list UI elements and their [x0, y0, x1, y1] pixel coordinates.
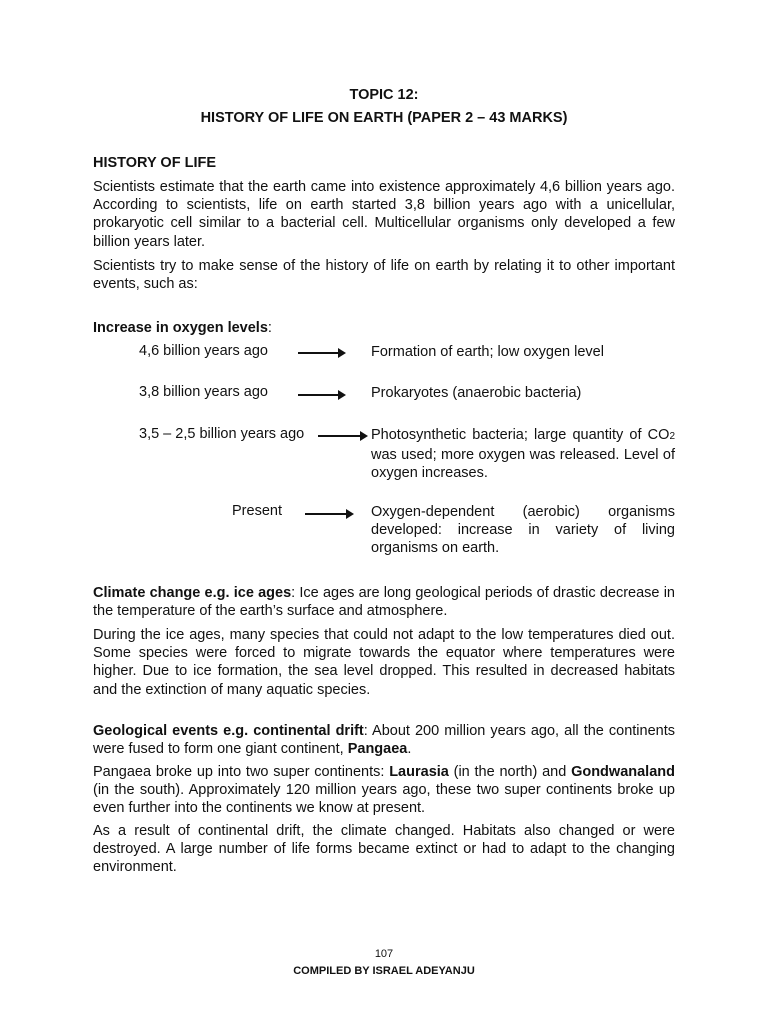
arrow-icon: [298, 394, 344, 396]
page-title: HISTORY OF LIFE ON EARTH (PAPER 2 – 43 MARKS): [200, 110, 568, 126]
geology-paragraph-2: Pangaea broke up into two super continents: Laurasia (in the north) and Gondwanaland (in the south). Approximately 120 million years ago, these two super continents broke up even further into the continents we know at present.: [93, 764, 675, 817]
arrow-icon: [298, 352, 344, 354]
event-time: 3,8 billion years ago: [139, 384, 268, 400]
geology-paragraph-1: Geological events e.g. continental drift: About 200 million years ago, all the continents were fused to form one giant continent, Pangaea.: [93, 723, 675, 758]
history-paragraph-1: Scientists estimate that the earth came into existence approximately 4,6 billion years ago. According to scientists, life on earth started 3,8 billion years ago with a unicellular, prokaryotic cell similar to a bacterial cell. Multicellular organisms only developed a few billion years later.: [93, 179, 675, 250]
geology-lead: Geological events e.g. continental drift: [93, 723, 364, 739]
event-time: 3,5 – 2,5 billion years ago: [139, 426, 305, 442]
oxygen-heading-label: Increase in oxygen levels: [93, 320, 268, 336]
oxygen-heading-colon: :: [267, 320, 272, 336]
event-description: Prokaryotes (anaerobic bacteria): [371, 385, 582, 401]
event-description: Formation of earth; low oxygen level: [371, 344, 604, 360]
arrow-icon: [305, 513, 352, 515]
event-description: Oxygen-dependent (aerobic) organisms developed: increase in variety of living organisms on earth.: [371, 504, 675, 557]
page-number: 107: [374, 948, 394, 960]
arrow-icon: [318, 435, 366, 437]
history-heading: HISTORY OF LIFE: [93, 155, 216, 171]
geology-paragraph-3: As a result of continental drift, the climate changed. Habitats also changed or were destroyed. A large number of life forms became extinct or had to adapt to the changing environment.: [93, 823, 675, 876]
topic-number: TOPIC 12:: [349, 87, 419, 103]
event-description: Photosynthetic bacteria; large quantity of CO2 was used; more oxygen was released. Level of oxygen increases.: [371, 427, 675, 482]
event-time: Present: [232, 503, 282, 519]
history-paragraph-2: Scientists try to make sense of the history of life on earth by relating it to other important events, such as:: [93, 258, 675, 293]
footer-credit: COMPILED BY ISRAEL ADEYANJU: [293, 965, 475, 977]
climate-paragraph-1: Climate change e.g. ice ages: Ice ages are long geological periods of drastic decrease in the temperature of the earth’s surface and atmosphere.: [93, 585, 675, 620]
event-time: 4,6 billion years ago: [139, 343, 268, 359]
oxygen-heading: [93, 320, 272, 336]
climate-lead: Climate change e.g. ice ages: [93, 585, 292, 601]
climate-paragraph-2: During the ice ages, many species that could not adapt to the low temperatures died out. Some species were forced to migrate towards the equator where temperatures were higher. Due to ice formation, the sea level dropped. This resulted in decreased habitats and the extinction of many aquatic species.: [93, 627, 675, 698]
